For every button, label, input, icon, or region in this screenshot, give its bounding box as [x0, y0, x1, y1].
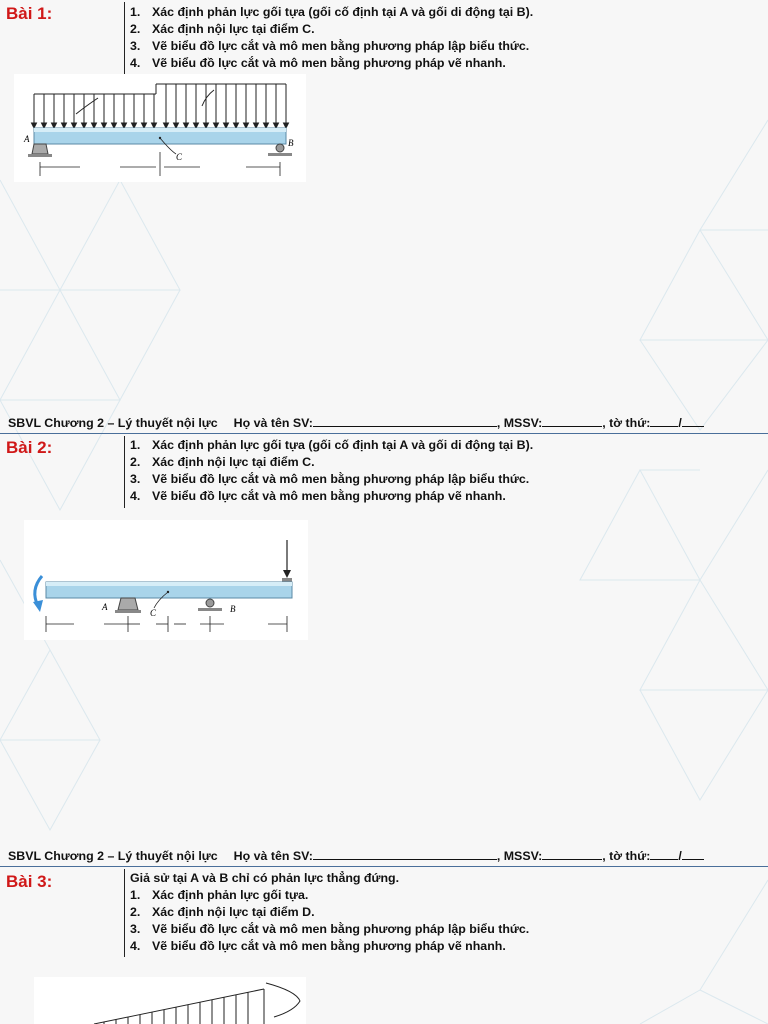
load-arrowhead [92, 123, 97, 128]
beam-figure-1 [14, 74, 306, 182]
mssv-blank[interactable] [542, 416, 602, 427]
load-arrowhead [32, 123, 37, 128]
beam-figure-2 [24, 520, 308, 640]
task-list [130, 437, 533, 505]
load-arrowhead [52, 123, 57, 128]
svg-text:B: B [230, 604, 236, 614]
pin-support-a [28, 144, 52, 157]
load-arrowhead [254, 123, 259, 128]
load-arrowhead [72, 123, 77, 128]
student-footer: SBVL Chương 2 – Lý thuyết nội lực Họ và tên SV: , MSSV: , tờ thứ: / [8, 849, 704, 863]
name-blank[interactable] [313, 416, 497, 427]
task-item: 1. Xác định phản lực gối tựa (gối cố định tại A và gối di động tại B). [130, 5, 534, 19]
load-arrowhead [264, 123, 269, 128]
svg-text:C: C [150, 608, 157, 618]
divider-line [124, 436, 125, 508]
task-item: 2. Xác định nội lực tại điểm C. [130, 455, 315, 469]
load-arrowhead [214, 123, 219, 128]
exercise-title: Bài 2: [6, 438, 53, 457]
divider-line [124, 869, 125, 957]
load-arrowhead [244, 123, 249, 128]
exercise-sheet-2 [0, 434, 768, 866]
exercise-title: Bài 1: [6, 4, 53, 23]
task-list [130, 887, 529, 955]
task-item: 3. Vẽ biểu đồ lực cắt và mô men bằng phương pháp lập biểu thức. [130, 39, 530, 53]
load-arrowhead [102, 123, 107, 128]
divider-line [124, 2, 125, 74]
load-arrowhead [194, 123, 199, 128]
load-arrowhead [184, 123, 189, 128]
load-arrowhead [224, 123, 229, 128]
load-arrowhead [82, 123, 87, 128]
task-item: 2. Xác định nội lực tại điểm C. [130, 22, 315, 36]
load-arrowhead [164, 123, 169, 128]
load-arrowhead [42, 123, 47, 128]
sheet-num-blank[interactable] [650, 849, 678, 860]
name-blank[interactable] [313, 849, 497, 860]
load-arrowhead [142, 123, 147, 128]
task-item: 4. Vẽ biểu đồ lực cắt và mô men bằng phương pháp vẽ nhanh. [130, 489, 506, 503]
mssv-blank[interactable] [542, 849, 602, 860]
load-arrowhead [132, 123, 137, 128]
task-list [130, 4, 533, 72]
load-arrowhead [204, 123, 209, 128]
svg-text:C: C [176, 152, 183, 162]
sheet-total-blank[interactable] [682, 849, 704, 860]
sheet-num-blank[interactable] [650, 416, 678, 427]
task-item: 3. Vẽ biểu đồ lực cắt và mô men bằng phương pháp lập biểu thức. [130, 922, 530, 936]
load-arrowhead [62, 123, 67, 128]
student-footer: SBVL Chương 2 – Lý thuyết nội lực Họ và tên SV: , MSSV: , tờ thứ: / [8, 416, 704, 430]
svg-text:A: A [24, 134, 30, 144]
exercise-sheet-3 [0, 867, 768, 1024]
sheet-total-blank[interactable] [682, 416, 704, 427]
beam-figure-3 [34, 977, 306, 1024]
task-item: 4. Vẽ biểu đồ lực cắt và mô men bằng phương pháp vẽ nhanh. [130, 939, 506, 953]
load-arrowhead [112, 123, 117, 128]
svg-text:B: B [288, 138, 294, 148]
task-item: 1. Xác định phản lực gối tựa. [130, 888, 309, 902]
load-arrowhead [284, 123, 289, 128]
task-item: 4. Vẽ biểu đồ lực cắt và mô men bằng phương pháp vẽ nhanh. [130, 56, 506, 70]
exercise-intro: Giả sử tại A và B chỉ có phản lực thẳng đứng. [130, 871, 400, 885]
roller-support-b [198, 599, 222, 611]
exercise-title: Bài 3: [6, 872, 53, 891]
pin-support-a [115, 598, 141, 613]
load-arrowhead [152, 123, 157, 128]
load-arrowhead [122, 123, 127, 128]
svg-text:A: A [102, 602, 108, 612]
load-arrowhead [234, 123, 239, 128]
task-item: 1. Xác định phản lực gối tựa (gối cố định tại A và gối di động tại B). [130, 438, 534, 452]
task-item: 3. Vẽ biểu đồ lực cắt và mô men bằng phương pháp lập biểu thức. [130, 472, 530, 486]
task-item: 2. Xác định nội lực tại điểm D. [130, 905, 315, 919]
load-arrowhead [274, 123, 279, 128]
exercise-sheet-1 [0, 0, 768, 433]
load-arrowhead [174, 123, 179, 128]
